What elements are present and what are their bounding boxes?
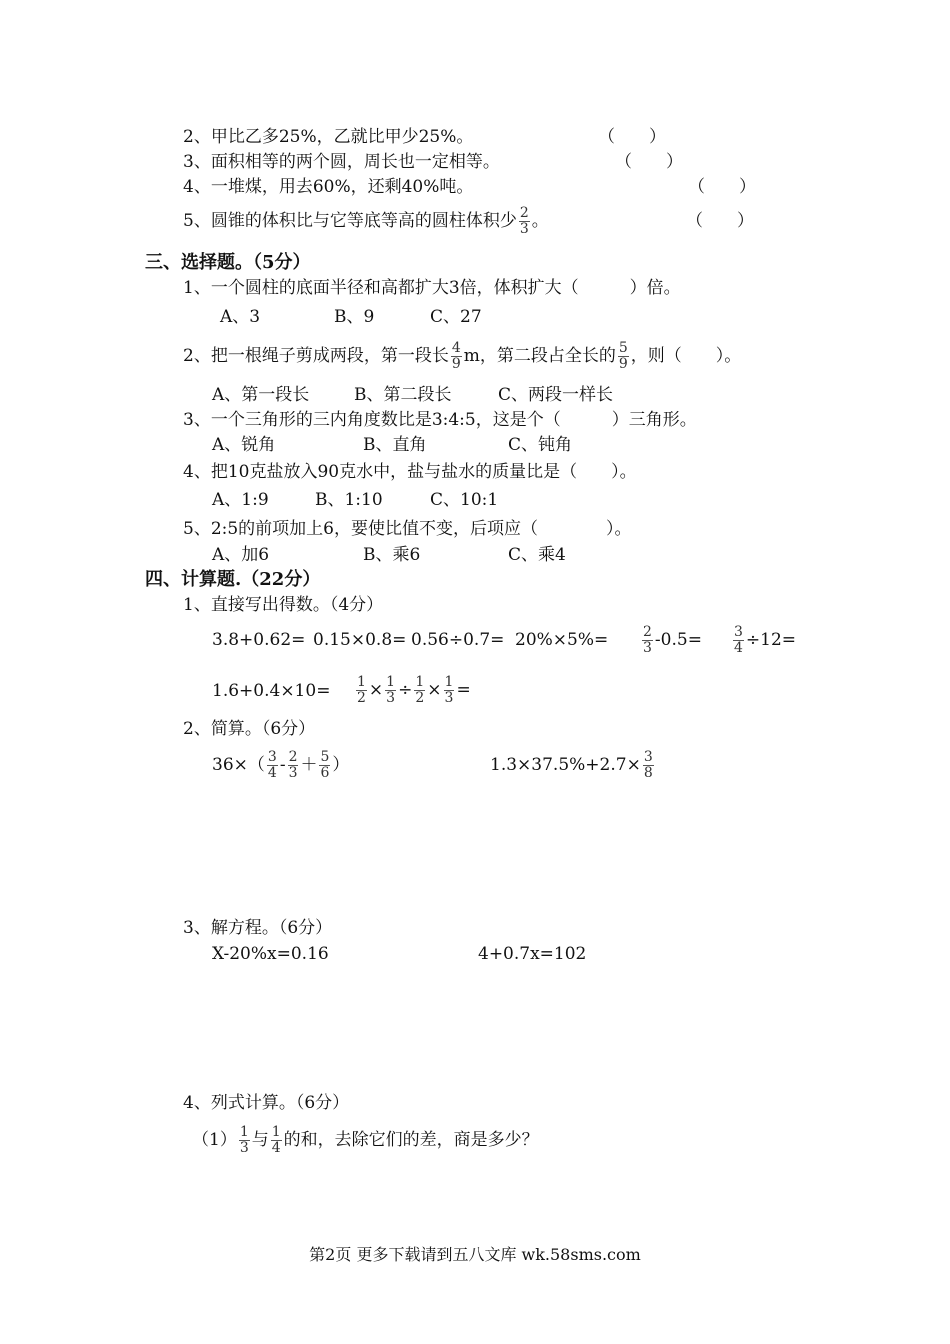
calc-s3-title: 3、解方程。（6分） <box>183 918 333 938</box>
choice-q2: 2、把一根绳子剪成两段，第一段长 $\frac{4}{9}$ m，第二段占全长的 $\frac{5}{9}$ ，则（ ）。 <box>183 340 742 372</box>
choice-q3-option-c[interactable]: C、钝角 <box>508 435 573 455</box>
fraction: $\frac{3}{8}$ <box>643 749 653 781</box>
fraction: $\frac{5}{9}$ <box>618 340 628 372</box>
fraction: $\frac{3}{4}$ <box>267 749 277 781</box>
choice-q5-option-b[interactable]: B、乘6 <box>363 545 421 565</box>
choice-q5-option-c[interactable]: C、乘4 <box>508 545 566 565</box>
choice-q1-option-a[interactable]: A、3 <box>220 307 261 327</box>
fraction: $\frac{5}{6}$ <box>320 749 330 781</box>
choice-q2-option-b[interactable]: B、第二段长 <box>354 385 452 405</box>
calc-s1-expr-5: $\frac{2}{3}$ -0.5= <box>643 624 702 656</box>
choice-q5: 5、2:5的前项加上6，要使比值不变，后项应（ ）。 <box>183 519 632 539</box>
choice-q1-option-b[interactable]: B、9 <box>334 307 375 327</box>
judge-q3-answer-blank[interactable]: （ ） <box>615 152 683 172</box>
fraction: $\frac{1}{4}$ <box>271 1124 281 1156</box>
calc-s1-expr-8: $\frac{1}{2}$ × $\frac{1}{3}$ ÷ $\frac{1}{2}$ × $\frac{1}{3}$ = <box>357 674 471 706</box>
judge-q3: 3、面积相等的两个圆，周长也一定相等。 <box>183 152 500 172</box>
choice-q4-option-b[interactable]: B、1:10 <box>315 490 383 510</box>
choice-q4: 4、把10克盐放入90克水中，盐与盐水的质量比是（ ）。 <box>183 462 637 482</box>
fraction: $\frac{1}{3}$ <box>239 1124 249 1156</box>
calc-s2-title: 2、简算。（6分） <box>183 719 316 739</box>
fraction: $\frac{4}{9}$ <box>451 340 461 372</box>
calc-s1-expr-3: 0.56÷0.7= <box>411 630 505 650</box>
judge-q2: 2、甲比乙多25%，乙就比甲少25%。 <box>183 127 474 147</box>
calc-s3-equation-a: X-20%x=0.16 <box>212 944 329 964</box>
calc-s2-expr-a: 36×（ $\frac{3}{4}$ - $\frac{2}{3}$ ＋ $\frac{5}{6}$ ） <box>212 749 350 781</box>
fraction: $\frac{1}{2}$ <box>357 674 366 706</box>
calc-s1-title: 1、直接写出得数。（4分） <box>183 595 384 615</box>
judge-q5: 5、圆锥的体积比与它等底等高的圆柱体积少 $\frac{2}{3}$ 。 <box>183 205 549 237</box>
fraction: $\frac{3}{4}$ <box>734 624 743 656</box>
choice-q3-option-a[interactable]: A、锐角 <box>212 435 276 455</box>
calc-s2-expr-b: 1.3×37.5%+2.7× $\frac{3}{8}$ <box>490 749 653 781</box>
judge-q4-answer-blank[interactable]: （ ） <box>688 177 756 197</box>
calc-s1-expr-7: 1.6+0.4×10= <box>212 681 331 701</box>
judge-q4: 4、一堆煤，用去60%，还剩40%吨。 <box>183 177 474 197</box>
fraction: $\frac{1}{2}$ <box>415 674 425 706</box>
choice-q3: 3、一个三角形的三内角度数比是3:4:5，这是个（ ）三角形。 <box>183 410 697 430</box>
choice-q1: 1、一个圆柱的底面半径和高都扩大3倍，体积扩大（ ）倍。 <box>183 278 681 298</box>
choice-q2-option-a[interactable]: A、第一段长 <box>212 385 310 405</box>
judge-q2-answer-blank[interactable]: （ ） <box>598 127 666 147</box>
fraction: $\frac{2}{3}$ <box>519 205 529 237</box>
choice-q5-option-a[interactable]: A、加6 <box>212 545 270 565</box>
choice-q4-option-c[interactable]: C、10:1 <box>430 490 499 510</box>
choice-q3-option-b[interactable]: B、直角 <box>363 435 427 455</box>
calc-s4-q1: （1） $\frac{1}{3}$ 与 $\frac{1}{4}$ 的和，去除它们的差，商是多少？ <box>192 1124 539 1156</box>
fraction: $\frac{2}{3}$ <box>643 624 652 656</box>
calc-s4-title: 4、列式计算。（6分） <box>183 1093 350 1113</box>
section-title-choice: 三、选择题。（5分） <box>145 252 311 273</box>
choice-q1-option-c[interactable]: C、27 <box>430 307 482 327</box>
choice-q2-option-c[interactable]: C、两段一样长 <box>498 385 614 405</box>
judge-q5-answer-blank[interactable]: （ ） <box>686 211 754 231</box>
choice-q4-option-a[interactable]: A、1:9 <box>212 490 269 510</box>
fraction: $\frac{2}{3}$ <box>288 749 298 781</box>
fraction: $\frac{1}{3}$ <box>444 674 454 706</box>
page-footer: 第2页 更多下载请到五八文库 wk.58sms.com <box>309 1245 641 1264</box>
calc-s1-expr-2: 0.15×0.8= <box>313 630 407 650</box>
section-title-calc: 四、计算题.（22分） <box>145 569 321 590</box>
fraction: $\frac{1}{3}$ <box>386 674 396 706</box>
calc-s1-expr-1: 3.8+0.62= <box>212 630 306 650</box>
calc-s1-expr-4: 20%×5%= <box>515 630 609 650</box>
calc-s1-expr-6: $\frac{3}{4}$ ÷12= <box>734 624 797 656</box>
calc-s3-equation-b: 4+0.7x=102 <box>478 944 587 964</box>
